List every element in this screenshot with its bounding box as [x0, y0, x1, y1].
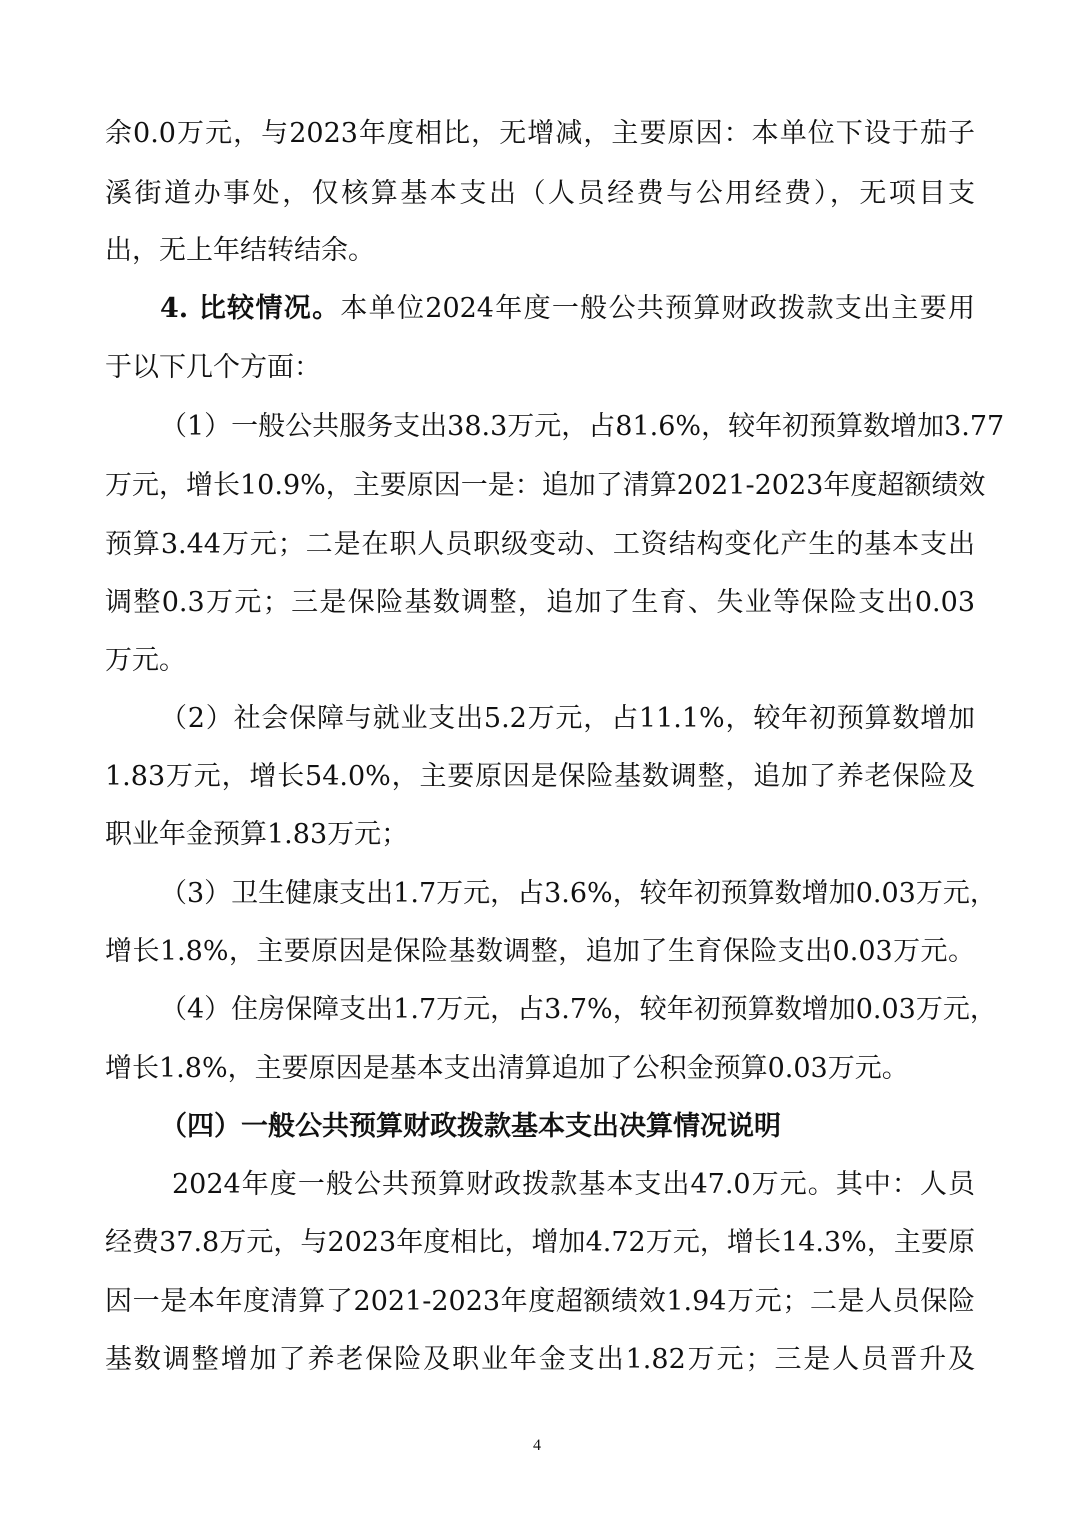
- paragraph-line: 溪街道办事处，仅核算基本支出（人员经费与公用经费），无项目支: [105, 178, 975, 209]
- paragraph-line: 余0.0万元，与2023年度相比，无增减，主要原因：本单位下设于茄子: [105, 118, 975, 149]
- paragraph-line: 于以下几个方面：: [105, 352, 321, 383]
- paragraph-line: （3）卫生健康支出1.7万元，占3.6%，较年初预算数增加0.03万元，: [160, 878, 997, 909]
- section-heading-label: 4. 比较情况。: [160, 293, 341, 324]
- paragraph-line: 万元，增长10.9%，主要原因一是：追加了清算2021-2023年度超额绩效: [105, 470, 986, 501]
- section-heading-line: [160, 289, 975, 329]
- paragraph-line: 增长1.8%，主要原因是保险基数调整，追加了生育保险支出0.03万元。: [105, 936, 975, 967]
- paragraph-line: 因一是本年度清算了2021-2023年度超额绩效1.94万元；二是人员保险: [105, 1286, 975, 1317]
- paragraph-line: 1.83万元，增长54.0%，主要原因是保险基数调整，追加了养老保险及: [105, 761, 975, 792]
- paragraph-line: 增长1.8%，主要原因是基本支出清算追加了公积金预算0.03万元。: [105, 1053, 909, 1084]
- paragraph-line: （4）住房保障支出1.7万元，占3.7%，较年初预算数增加0.03万元，: [160, 994, 997, 1025]
- paragraph-line: 出，无上年结转结余。: [105, 235, 375, 266]
- paragraph-line: 基数调整增加了养老保险及职业年金支出1.82万元；三是人员晋升及: [105, 1344, 975, 1375]
- paragraph-line: 经费37.8万元，与2023年度相比，增加4.72万元，增长14.3%，主要原: [105, 1227, 975, 1258]
- paragraph-line: 职业年金预算1.83万元；: [105, 819, 409, 850]
- paragraph-line: 2024年度一般公共预算财政拨款基本支出47.0万元。其中：人员: [172, 1169, 975, 1200]
- paragraph-line: 预算3.44万元；二是在职人员职级变动、工资结构变化产生的基本支出: [105, 529, 975, 560]
- page-number: 4: [533, 1437, 541, 1454]
- paragraph-line: （2）社会保障与就业支出5.2万元，占11.1%，较年初预算数增加: [160, 703, 975, 734]
- section-heading-text: 本单位2024年度一般公共预算财政拨款支出主要用: [340, 293, 976, 324]
- subsection-heading: （四）一般公共预算财政拨款基本支出决算情况说明: [160, 1111, 781, 1142]
- paragraph-line: （1）一般公共服务支出38.3万元，占81.6%，较年初预算数增加3.77: [160, 411, 1005, 442]
- paragraph-line: 万元。: [105, 645, 186, 676]
- paragraph-line: 调整0.3万元；三是保险基数调整，追加了生育、失业等保险支出0.03: [105, 587, 975, 618]
